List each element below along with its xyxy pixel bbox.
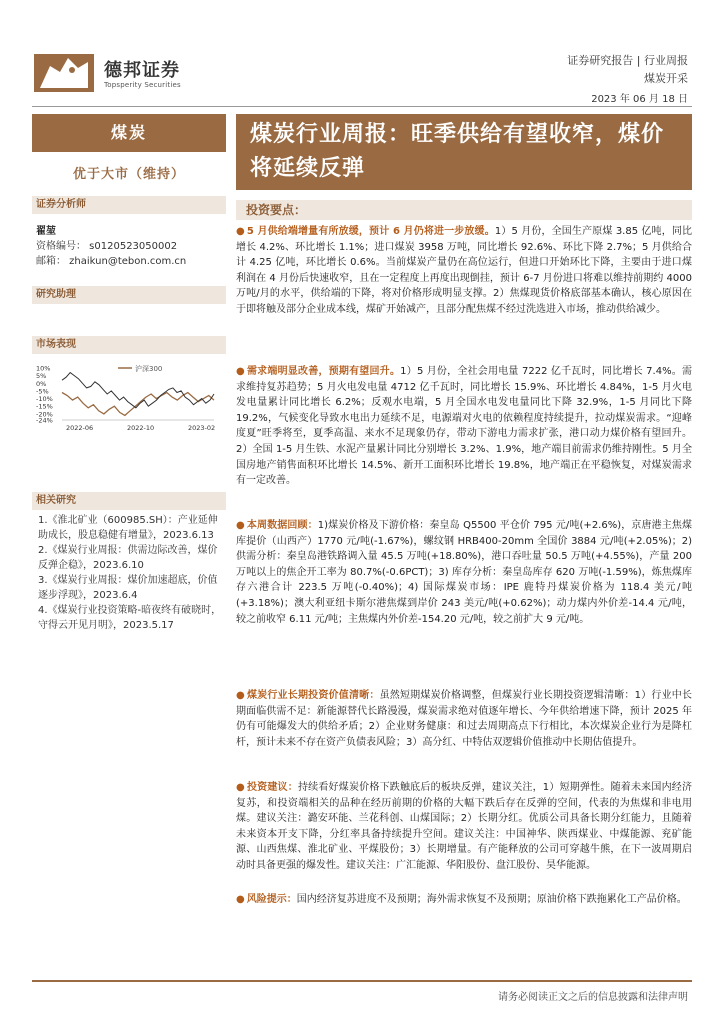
series-line xyxy=(62,373,214,408)
paragraph-data-review xyxy=(236,518,692,627)
paragraph-lead: 风险提示： xyxy=(246,894,297,905)
bullet-icon: ● xyxy=(236,366,245,377)
paragraph-body: 虽然短期煤炭价格调整，但煤炭行业长期投资逻辑清晰：1）行业中长期面临供需不足：新能源替代长路漫漫，煤炭需求绝对值逐年增长、今年供给增速下降，预计 2025 年仍有可能爆发大的供给矛盾；2）企业财务健康：和过去周期高点下行相比，本次煤炭企业行为是降杠杆，预计未来不存在资产负债表风险；3）高分红、中特估双逻辑价值推动中长期估值提升。 xyxy=(236,690,693,748)
paragraph-lead: 需求端明显改善，预期有望回升。 xyxy=(246,366,401,377)
paragraph-lead: 煤炭行业长期投资价值清晰： xyxy=(246,690,380,701)
report-title: 煤炭行业周报：旺季供给有望收窄，煤价将延续反弹 xyxy=(236,114,692,190)
series-line xyxy=(62,393,214,416)
bullet-icon: ● xyxy=(236,782,245,793)
bullet-icon: ● xyxy=(236,894,245,905)
key-points-header: 投资要点： xyxy=(236,200,692,220)
footer-disclaimer: 请务必阅读正文之后的信息披露和法律声明 xyxy=(498,992,688,1003)
paragraph-supply xyxy=(236,224,692,318)
bullet-icon: ● xyxy=(236,690,245,701)
related-report-item[interactable]: 2.《煤炭行业周报：供需边际改善，煤价反弹企稳》，2023.6.10 xyxy=(38,545,218,571)
related-report-item[interactable]: 3.《煤炭行业周报：煤价加速超底，价值逐步浮现》，2023.6.4 xyxy=(38,575,218,601)
paragraph-body: 持续看好煤炭价格下跌触底后的板块反弹，建议关注，1）短期弹性。随着未来国内经济复苏，和投资端相关的品种在经历前期的价格的大幅下跌后存在反弹的空间，代表的为焦煤和非电用煤。建议关注：潞安环能、兰花科创、山煤国际；2）长期分红。优质公司具备长期分红能力，且随着未来资本开支下降，分红率具备持续提升空间。建议关注：中国神华、陕西煤业、中煤能源、兖矿能源、山西焦煤、淮北矿业、平煤股份；3）长期增量。有产能释放的公司可穿越牛熊，在下一波周期启动时具备更强的爆发性。建议关注：广汇能源、华阳股份、盘江股份、昊华能源。 xyxy=(236,782,692,871)
footer-divider xyxy=(32,980,692,982)
related-report-item[interactable]: 4.《煤炭行业投资策略-暗夜终有破晓时，守得云开见月明》，2023.5.17 xyxy=(38,605,222,631)
paragraph-demand xyxy=(236,364,692,489)
y-tick-label: 0% xyxy=(36,379,47,388)
report-sector: 煤炭开采 xyxy=(644,72,688,85)
logo-text-en: Topsperity Securities xyxy=(104,81,181,89)
related-header: 相关研究 xyxy=(32,492,226,510)
y-tick-label: -5% xyxy=(36,387,49,396)
x-tick-label: 2022-10 xyxy=(127,424,155,432)
related-report-item[interactable]: 1.《淮北矿业（600985.SH）：产业延伸助成长，股息稳健有增量》，2023.6.13 xyxy=(38,515,218,541)
related-reports-list xyxy=(38,514,224,634)
company-logo xyxy=(32,48,192,96)
bullet-icon: ● xyxy=(236,520,245,531)
paragraph-investment xyxy=(236,780,692,874)
header-divider xyxy=(32,106,692,107)
analyst-header: 证券分析师 xyxy=(32,196,226,214)
paragraph-lead: 5 月供给端增量有所放缓，预计 6 月仍将进一步放缓。 xyxy=(246,226,495,237)
y-tick-label: 10% xyxy=(36,364,51,373)
rating: 优于大市（维持） xyxy=(72,167,185,182)
market-header: 市场表现 xyxy=(32,336,226,354)
legend-label: 沪深300 xyxy=(135,365,163,373)
y-tick-label: -20% xyxy=(36,410,53,419)
x-tick-label: 2022-06 xyxy=(66,424,94,432)
y-tick-label: -10% xyxy=(36,395,53,404)
industry-label: 煤炭 xyxy=(32,114,226,152)
logo-icon xyxy=(32,48,96,96)
paragraph-lead: 投资建议： xyxy=(246,782,298,793)
y-tick-label: -15% xyxy=(36,402,53,411)
analyst-cert: 资格编号： s0120523050002 xyxy=(36,241,178,252)
paragraph-long-term xyxy=(236,688,692,750)
assistant-header: 研究助理 xyxy=(32,286,226,304)
report-date: 2023 年 06 月 18 日 xyxy=(591,94,688,105)
analyst-name: 翟堃 xyxy=(36,226,56,237)
report-type: 证券研究报告 | 行业周报 xyxy=(567,54,688,67)
analyst-email: 邮箱： zhaikun@tebon.com.cn xyxy=(36,256,187,267)
bullet-icon: ● xyxy=(236,226,245,237)
paragraph-body: 1)煤炭价格及下游价格：秦皇岛 Q5500 平仓价 795 元/吨(+2.6%)，京唐港主焦煤库提价（山西产）1770 元/吨(-1.67%)，螺纹钢 HRB400-20mm 全国价 3884 元/吨(+2.05%)；2) 供需分析：秦皇岛港铁路调入量 45.5 万吨(+18.80%)，港口吞吐量 50.5 万吨(+4.55%)，产量 200 万吨以上的焦企开工率为 80.7%(-0.6PCT)；3) 库存分析：秦皇岛库存 620 万吨(-1.59%)，炼焦煤库存六港合计 223.5 万吨(-0.40%)；4) 国际煤炭市场：IPE 鹿特丹煤炭价格为 118.4 美元/吨(+3.18%)；澳大利亚纽卡斯尔港焦煤到岸价 243 美元/吨(+0.62%)；动力煤内外价差-14.4 元/吨，较之前收窄 6.11 元/吨；主焦煤内外价差-154.20 元/吨，较之前扩大 9 元/吨。 xyxy=(236,520,693,625)
paragraph-body: 国内经济复苏进度不及预期；海外需求恢复不及预期；原油价格下跌拖累化工产品价格。 xyxy=(296,894,687,905)
logo-text-cn: 德邦证券 xyxy=(104,60,180,81)
market-performance-chart xyxy=(36,362,222,432)
paragraph-risk xyxy=(236,892,692,908)
y-tick-label: 5% xyxy=(36,372,47,381)
paragraph-lead: 本周数据回顾： xyxy=(246,520,318,531)
paragraph-body: 1）5 月份，全国生产原煤 3.85 亿吨，同比增长 4.2%、环比增长 1.1%；进口煤炭 3958 万吨，同比增长 92.6%、环比下降 2.7%；5 月供给合计 4.25 亿吨，环比增长 0.6%。当前煤炭产量仍在高位运行，但进口开始环比下降，主要由于进口煤利润在 4 月份后快速收窄，且在一定程度上再度出现倒挂，预计 6-7 月份进口将难以维持前期约 4000 万吨/月的水平，供给端的下降，将对价格形成明显支撑。2）焦煤现货价格底部基本确认，核心原因在于即将触及部分企业成本线，煤矿开始减产，且部分配焦煤不经过洗选进入市场，推动供给减少。 xyxy=(236,226,692,315)
y-tick-label: -24% xyxy=(36,416,53,425)
x-tick-label: 2023-02 xyxy=(188,424,216,432)
paragraph-body: 1）5 月份，全社会用电量 7222 亿千瓦时，同比增长 7.4%。需求维持复苏趋势；5 月火电发电量 4712 亿千瓦时，同比增长 15.9%、环比增长 4.84%，1-5 月火电发电量累计同比增长 6.2%；反观水电端，5 月全国水电发电量同比下降 32.9%，1-5 月同比下降 19.2%，气候变化导致水电出力延续不足，电源端对火电的依赖程度持续提升，拉动煤炭需求。“迎峰度夏”旺季将至，夏季高温、来水不足现象仍存，带动下游电力需求扩张，港口动力煤价格有望回升。2）全国 1-5 月生铁、水泥产量累计同比分别增长 3.2%、1.9%，地产端目前需求仍维持刚性。5 月全国房地产销售面积环比增长 14.5%、新开工面积环比增长 19.8%，地产端正在平稳恢复，对煤炭需求有一定改善。 xyxy=(236,366,693,487)
